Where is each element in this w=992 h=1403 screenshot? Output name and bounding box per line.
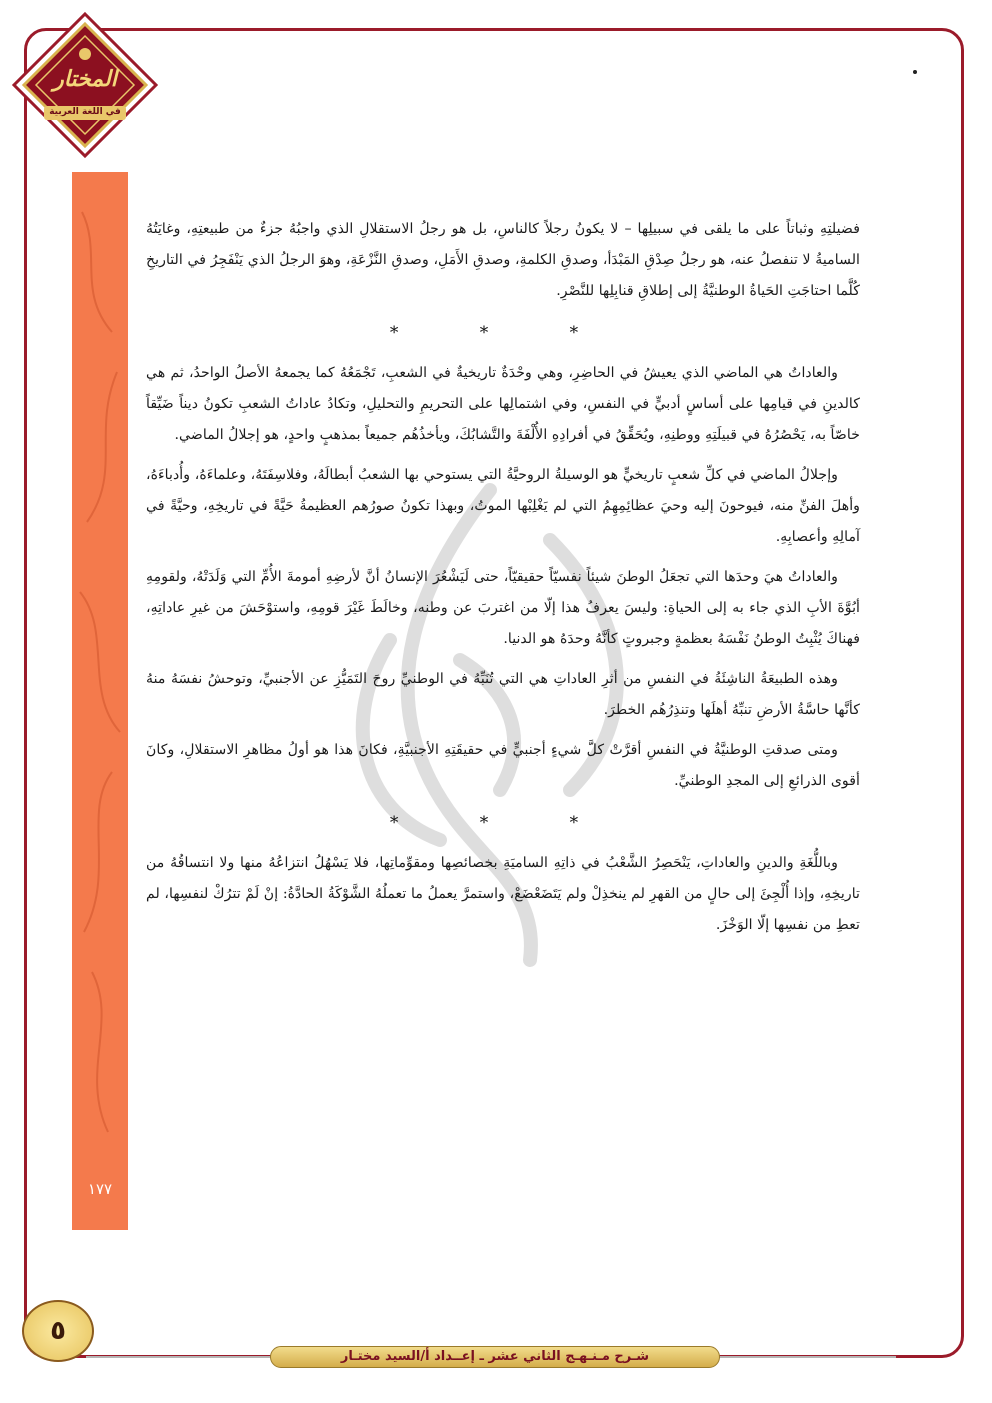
section-separator: * * * [389, 813, 617, 833]
paragraph-2: والعاداتُ هي الماضي الذي يعيشُ في الحاضِرِ، وهي وحْدَةٌ تاريخيةٌ في الشعبِ، تَجْمَعُهُ كما يجمعهُ الأصلُ الواحدُ، ثم هي كالدينِ في قيامِها على أساسٍ أدبيٍّ في النفسِ، وفي اشتمالِها على التحريمِ والتحليلِ، وتكادُ عاداتُ الشعبِ تكونُ ديناً ضَيِّقاً خاصّاً به، يَحْصُرُهُ في قبيلَتِهِ ووطنِهِ، ويُحَقِّقُ في أفرادِهِ الأُلْفَةَ والتَّشابُكَ، ويأخذُهُم جميعاً بمذهبٍ واحدٍ، هو إجلالُ الماضي. [146, 365, 860, 443]
paragraph-1: فضيلتِهِ وثباتاً على ما يلقى في سبيلِها – لا يكونُ رجلاً كالناسِ، بل هو رجلُ الاستقلالِ الذي واجبُهُ جزءٌ من طبيعتِهِ، وغايَتُهُ الساميةُ لا تنفصلُ عنه، هو رجلُ صِدْقِ المَبْدَأ، وصدقِ الكلمةِ، وصدقِ الأَمَلِ، وصدقِ النَّزْعَةِ، وهوَ الرجلُ الذي يَنْفَجِرُ في التاريخِ كُلَّما احتاجَتِ الحَياةُ الوطنيَّةُ إلى إطلاقِ قنابِلِها للنَّصْرِ. [146, 221, 860, 299]
paragraph-3: وإجلالُ الماضي في كلِّ شعبٍ تاريخيٍّ هو الوسيلةُ الروحيَّةُ التي يستوحي بها الشعبُ أبطالَهُ، وفلاسِفَتَهُ، وعلماءَهُ، وأُدباءَهُ، وأهلَ الفنِّ منه، فيوحونَ إليه وحيَ عظائِمِهِمُ التي لم يَغْلِبْها الموتُ، وبهذا تكونُ صورُهم العظيمةُ حَيَّةً في تاريخِهِ، وحيَّةً في آمالِهِ وأعصابِهِ. [146, 467, 860, 545]
paragraph-6: ومتى صدقتِ الوطنيَّةُ في النفسِ أقرَّتْ كلَّ شيءٍ أجنبيٍّ في حقيقَتِهِ الأجنبيَّةِ، فكانَ هذا هو أولُ مظاهرِ الاستقلالِ، وكانَ أقوى الذرائعِ إلى المجدِ الوطنيِّ. [146, 742, 860, 789]
mukhtar-logo [10, 10, 160, 160]
logo-title: المختار [53, 66, 117, 92]
side-page-number: ١٧٧ [87, 1180, 113, 1198]
page-number-badge: ٥ [22, 1300, 94, 1362]
paragraph-4: والعاداتُ هيَ وحدَها التي تجعَلُ الوطنَ شيئاً نفسيّاً حقيقيّاً، حتى لَيَشْعُرَ الإنسانُ أنَّ لأرضِهِ أمومةَ الأُمِّ التي وَلَدَتْهُ، ولقومِهِ أبُوَّةَ الأبِ الذي جاء به إلى الحياةِ: وليسَ يعرفُ هذا إلّا من اغتربَ عن وطنه، وخالَطَ غَيْرَ قومِهِ، واستوْحَشَ من غيرِ عاداتِهِ، فهناكَ يُثْبِتُ الوطنُ نَفْسَهُ بعظمةٍ وجبروتٍ كأنَّهُ وحدَهُ هو الدنيا. [146, 569, 860, 647]
footer-text: شـرح مـنـهـج الثاني عشر ـ إعــداد أ/السيد مختـار [340, 1349, 650, 1364]
bar-texture-icon [72, 172, 128, 1230]
logo-subtitle: في اللغة العربية [49, 107, 121, 117]
article-body [146, 214, 860, 941]
section-separator: * * * [389, 323, 617, 343]
paragraph-7: وباللُّغَةِ والدينِ والعاداتِ، يَنْحَصِرُ الشَّعْبُ في ذاتِهِ الساميَةِ بخصائصِها ومقوِّماتِها، فلا يَسْهُلُ انتزاعُهُ منها ولا انتساقُهُ من تاريخِهِ، وإذا أُلْجِئَ إلى حالٍ من القهرِ لم ينخذِلْ ولم يَتَضَعْضَعْ، واستمرَّ يعملُ ما تعملُهُ الشَّوْكَةُ الحادَّةُ: إنْ لَمْ تترُكْ لنفسِها، لم تعطِ من نفسِها إلّا الوَخْزَ. [146, 855, 860, 933]
paragraph-5: وهذه الطبيعَةُ الناشِئَةُ في النفسِ من أثرِ العاداتِ هي التي تُنَبِّهُ في الوطنيِّ روحَ التَمَيُّزِ عن الأجنبيِّ، وتوحشُ نفسَهُ منهُ كأنَّها حاسَّةُ الأرضِ تنبِّهُ أهلَها وتنذِرُهُم الخطرَ. [146, 671, 860, 718]
stray-dot [913, 70, 917, 74]
side-decorative-bar [72, 172, 128, 1230]
